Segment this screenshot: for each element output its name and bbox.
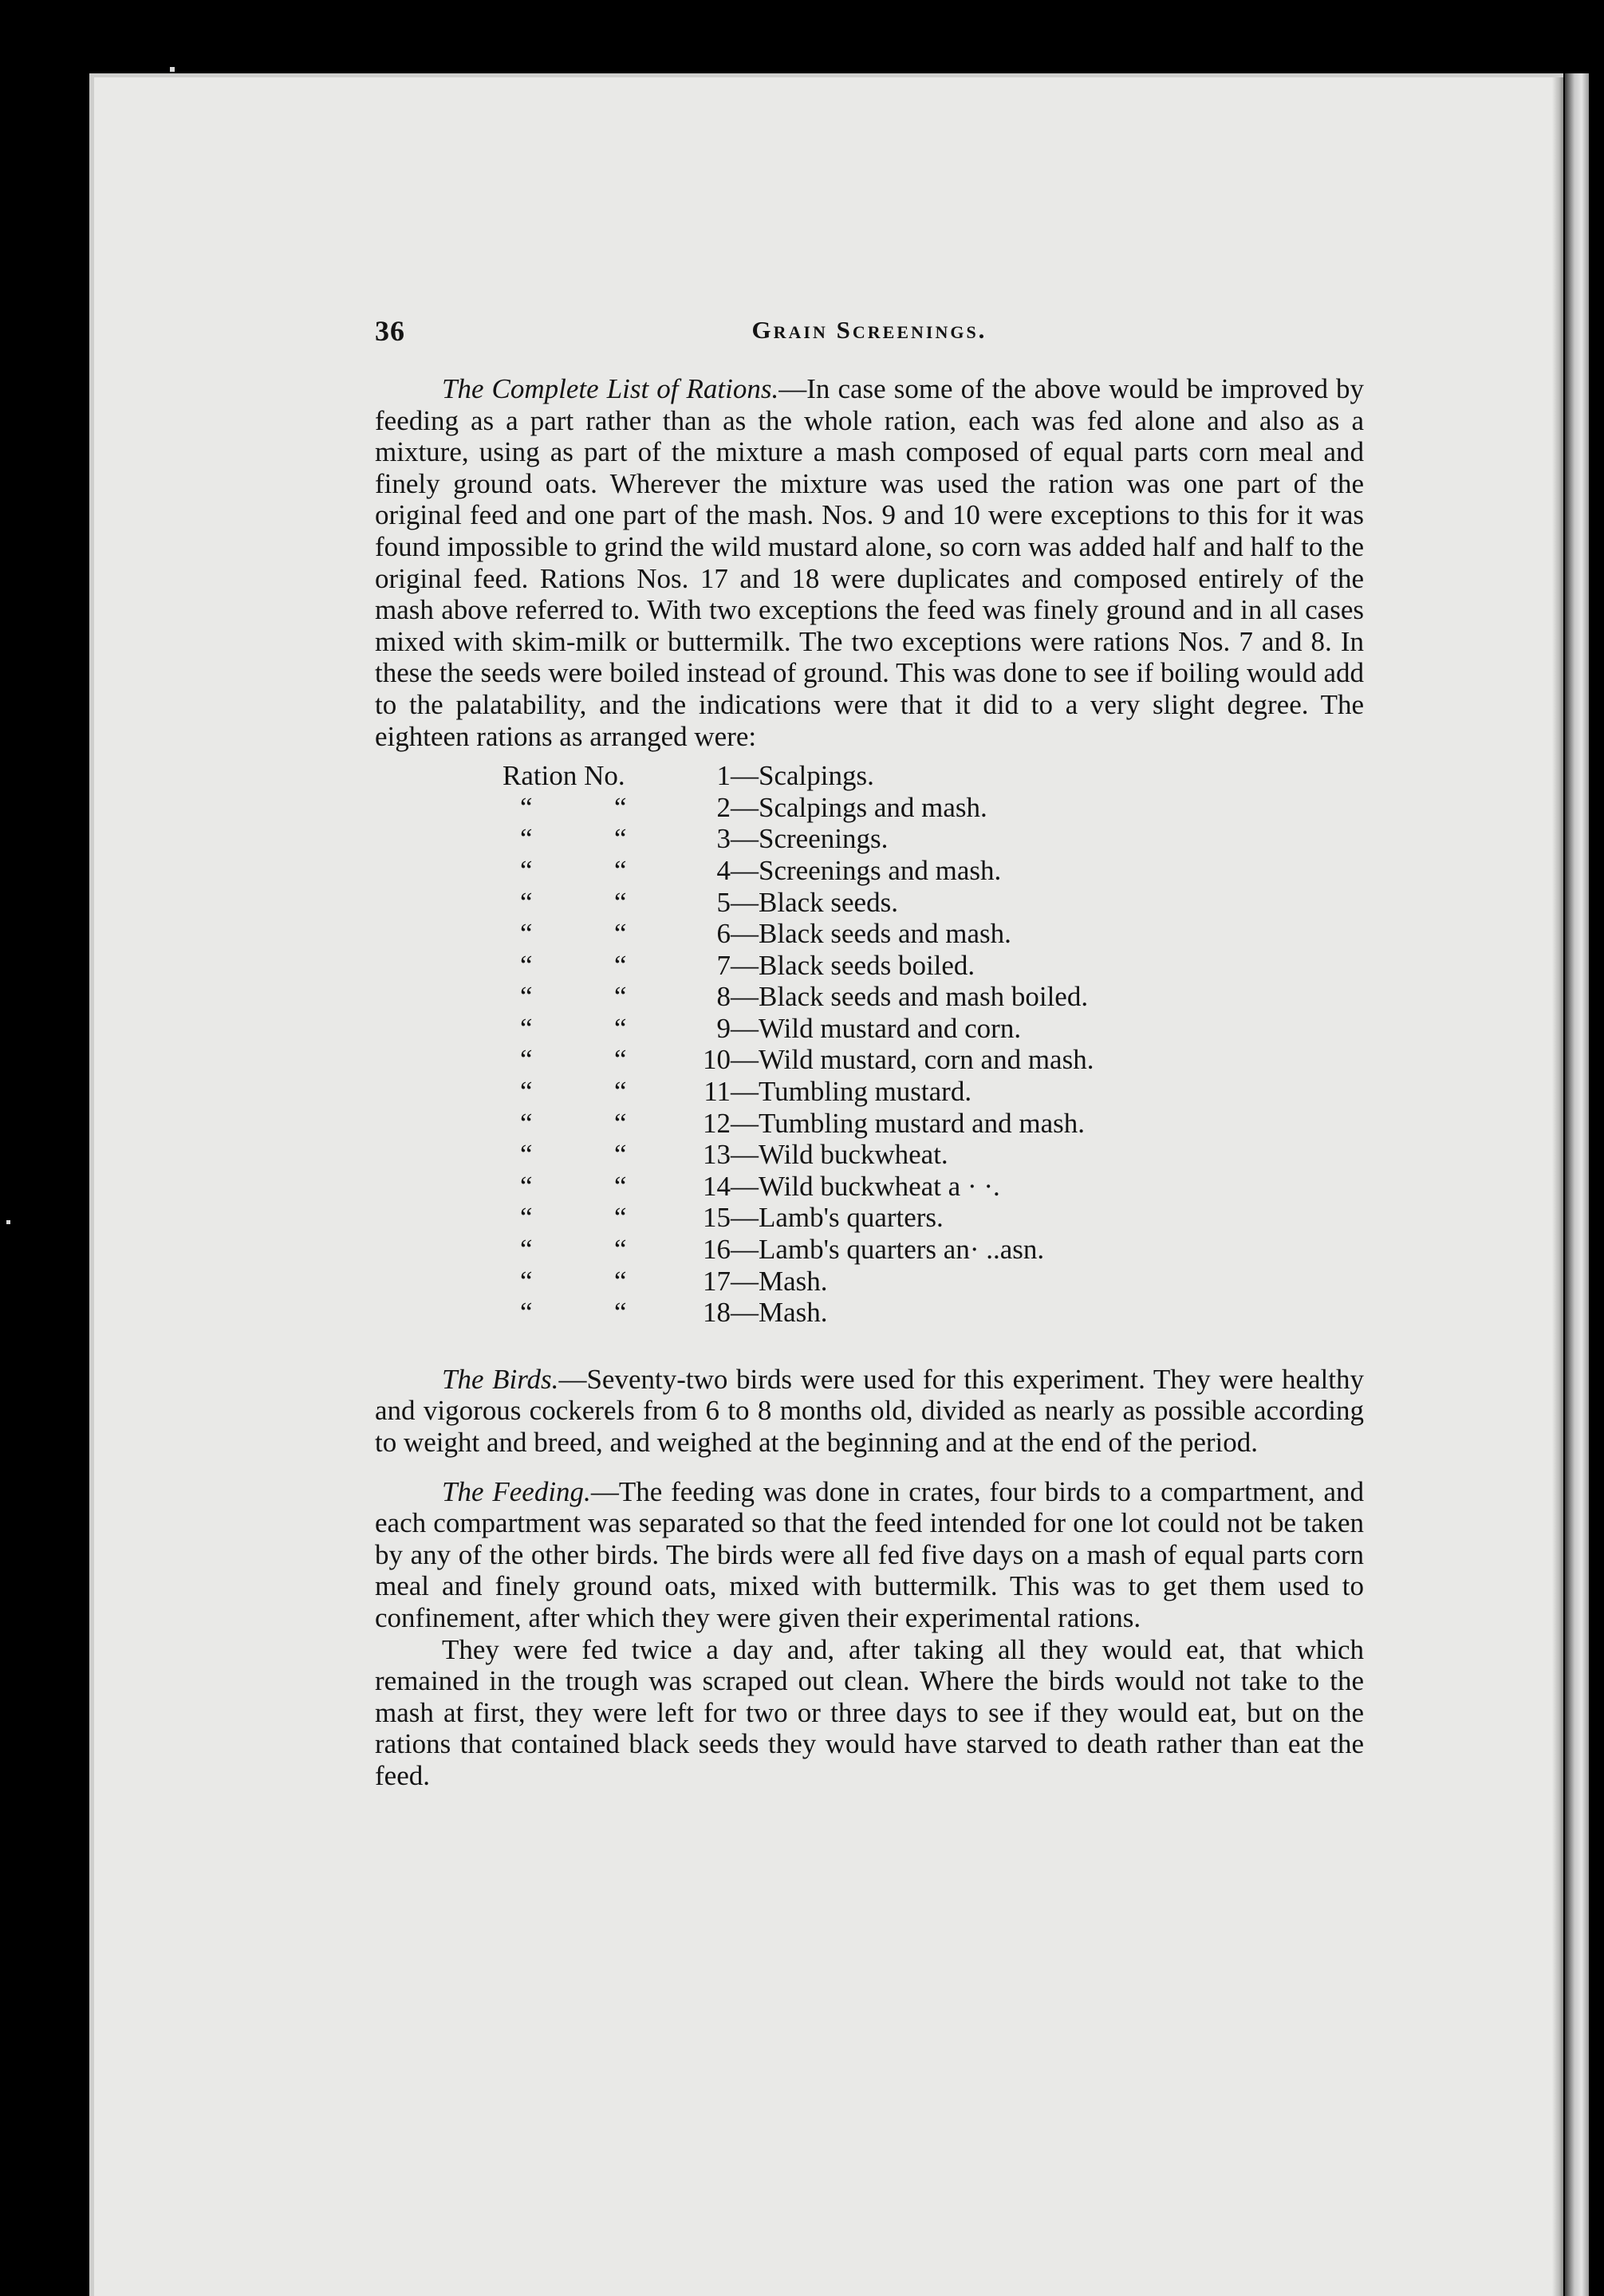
ration-list-item	[375, 981, 1364, 1013]
ditto-mark: “	[614, 1107, 627, 1139]
ration-description: —Tumbling mustard and mash.	[731, 1107, 1085, 1139]
ditto-mark: “	[520, 1265, 533, 1297]
ration-number: 6	[716, 918, 731, 950]
ration-number: 10	[703, 1044, 731, 1076]
ration-description: —Tumbling mustard.	[731, 1076, 972, 1108]
paragraph-body: —In case some of the above would be improved by feeding as a part rather than as the whole ration, each was fed alone and also as a mixture, using as part of the mixture a mash composed of equal parts corn meal and finely ground oats. Wherever the mixture was used the ration was one part of the original feed and one part of the mash. Nos. 9 and 10 were exceptions to this for it was found impossible to grind the wild mustard alone, so corn was added half and half to the original feed. Rations Nos. 17 and 18 were duplicates and composed entirely of the mash above referred to. With two exceptions the feed was finely ground and in all cases mixed with skim-milk or buttermilk. The two exceptions were rations Nos. 7 and 8. In these the seeds were boiled instead of ground. This was done to see if boiling would add to the palatability, and the indications were that it did to a very slight degree. The eighteen rations as arranged were:	[375, 373, 1364, 752]
ration-description: —Scalpings and mash.	[731, 791, 987, 823]
ditto-mark: “	[614, 1076, 627, 1108]
ditto-mark: “	[520, 791, 533, 823]
ration-description: —Wild buckwheat.	[731, 1139, 948, 1171]
ditto-mark: “	[614, 823, 627, 855]
ration-number: 3	[716, 823, 731, 855]
ditto-mark: “	[614, 918, 627, 950]
ration-description: —Screenings.	[731, 823, 889, 855]
ration-list-item	[375, 1171, 1364, 1203]
ration-number: 13	[703, 1139, 731, 1171]
ration-number: 4	[716, 854, 731, 886]
ration-description: —Mash.	[731, 1265, 828, 1297]
ration-list-item	[375, 1108, 1364, 1140]
ration-list-item	[375, 792, 1364, 824]
ditto-mark: “	[520, 918, 533, 950]
scan-mark-left	[6, 1220, 10, 1224]
ration-number: 14	[703, 1170, 731, 1202]
body-text	[375, 373, 1364, 1792]
ditto-mark: “	[520, 981, 533, 1013]
ration-description: —Mash.	[731, 1297, 828, 1329]
ration-description: —Black seeds.	[731, 886, 898, 918]
ration-list	[375, 760, 1364, 1329]
ditto-mark: “	[614, 1044, 627, 1076]
ditto-mark: “	[520, 854, 533, 886]
ditto-mark: “	[520, 1170, 533, 1202]
ration-number: 1	[716, 760, 731, 792]
ditto-mark: “	[614, 1265, 627, 1297]
page-number: 36	[375, 315, 405, 347]
paragraph-lead-in: The Birds.	[442, 1363, 559, 1395]
paragraph-lead-in: The Feeding.	[442, 1475, 591, 1507]
paragraph-rations	[375, 373, 1364, 752]
ditto-mark: “	[520, 1107, 533, 1139]
ration-list-item	[375, 823, 1364, 855]
ditto-mark: “	[520, 1202, 533, 1234]
ditto-mark: “	[520, 1234, 533, 1266]
ration-description: —Screenings and mash.	[731, 854, 1002, 886]
ditto-mark: “	[614, 1139, 627, 1171]
ditto-mark: “	[614, 949, 627, 981]
ditto-mark: “	[520, 1139, 533, 1171]
ditto-mark: “	[614, 854, 627, 886]
ditto-mark: “	[614, 1234, 627, 1266]
ration-number: 17	[703, 1265, 731, 1297]
ration-description: —Black seeds and mash.	[731, 918, 1011, 950]
ration-prefix: Ration No.	[502, 760, 625, 792]
page-header	[375, 314, 1364, 351]
running-head: Grain Screenings.	[751, 316, 987, 344]
ration-list-item	[375, 1013, 1364, 1045]
page-edge	[1552, 77, 1563, 2296]
paragraph-lead-in: The Complete List of Rations.	[442, 373, 779, 404]
ration-number: 7	[716, 949, 731, 981]
paragraph-body: —The feeding was done in crates, four birds to a compartment, and each compartment was separated so that the feed intended for one lot could not be taken by any of the other birds. The birds were all fed five days on a mash of equal parts corn meal and finely ground oats, mixed with buttermilk. This was to get them used to confinement, after which they were given their experimental rations.	[375, 1475, 1364, 1633]
ration-list-item	[375, 918, 1364, 950]
ration-list-item	[375, 1297, 1364, 1329]
ration-list-item	[375, 855, 1364, 887]
ration-number: 5	[716, 886, 731, 918]
ration-number: 8	[716, 981, 731, 1013]
ration-description: —Wild mustard and corn.	[731, 1012, 1022, 1044]
ditto-mark: “	[614, 886, 627, 918]
paragraph-body: —Seventy-two birds were used for this experiment. They were healthy and vigorous cockerels from 6 to 8 months old, divided as nearly as possible according to weight and breed, and weighed at the beginning and at the end of the period.	[375, 1363, 1365, 1458]
ditto-mark: “	[520, 1076, 533, 1108]
ditto-mark: “	[614, 1170, 627, 1202]
ration-list-item	[375, 1266, 1364, 1298]
ration-number: 2	[716, 791, 731, 823]
ditto-mark: “	[520, 1044, 533, 1076]
ration-number: 11	[703, 1076, 731, 1108]
ditto-mark: “	[520, 823, 533, 855]
ration-list-item	[375, 1139, 1364, 1171]
ration-list-item	[375, 950, 1364, 982]
ration-list-item	[375, 1234, 1364, 1266]
paragraph-twice-a-day: They were fed twice a day and, after taking all they would eat, that which remained in the trough was scraped out clean. Where the birds would not take to the mash at first, they were left for two or three days to see if they would eat, but on the rations that contained black seeds they would have starved to death rather than eat the feed.	[375, 1633, 1364, 1791]
ration-number: 15	[703, 1202, 731, 1234]
ration-number: 12	[703, 1107, 731, 1139]
ration-number: 16	[703, 1234, 731, 1266]
ditto-mark: “	[614, 1202, 627, 1234]
scan-mark-top	[170, 67, 175, 72]
ration-description: —Lamb's quarters.	[731, 1202, 944, 1234]
ration-description: —Black seeds and mash boiled.	[731, 981, 1089, 1013]
ditto-mark: “	[614, 981, 627, 1013]
ditto-mark: “	[520, 1012, 533, 1044]
ditto-mark: “	[520, 1297, 533, 1329]
ration-number: 9	[716, 1012, 731, 1044]
ditto-mark: “	[520, 949, 533, 981]
ration-list-item	[375, 887, 1364, 919]
ration-description: —Wild mustard, corn and mash.	[731, 1044, 1094, 1076]
ditto-mark: “	[614, 1012, 627, 1044]
ration-description: —Scalpings.	[731, 760, 874, 792]
ration-list-item	[375, 760, 1364, 792]
paragraph-feeding	[375, 1476, 1364, 1634]
ditto-mark: “	[614, 1297, 627, 1329]
ration-description: —Lamb's quarters an· ..asn.	[731, 1234, 1045, 1266]
ration-list-item	[375, 1044, 1364, 1076]
ration-list-item	[375, 1202, 1364, 1234]
ditto-mark: “	[520, 886, 533, 918]
ration-description: —Wild buckwheat a · ·.	[731, 1170, 1000, 1202]
book-gutter	[1565, 73, 1589, 2296]
ration-list-item	[375, 1076, 1364, 1108]
ditto-mark: “	[614, 791, 627, 823]
paragraph-birds	[375, 1364, 1364, 1459]
ration-number: 18	[703, 1297, 731, 1329]
ration-description: —Black seeds boiled.	[731, 949, 975, 981]
